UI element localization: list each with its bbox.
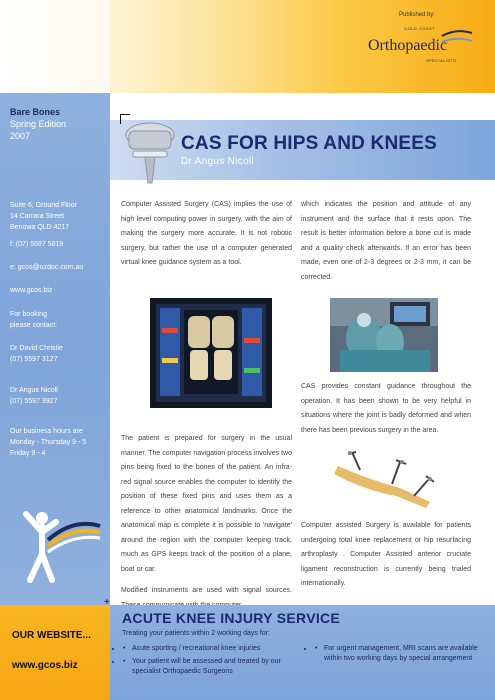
address-line: Benowa QLD 4217	[10, 224, 70, 231]
article-title: CAS FOR HIPS AND KNEES	[181, 133, 438, 154]
paragraph: Computer assisted Surgery is available for patients undergoing total knee replacement or hip resurfacing arthroplasty . Computer Assisted anterior cruciate ligament reconstruction is currently being trialed internationally.	[301, 522, 471, 587]
list-item: • • For urgent management, MRI scans are available within two working days by special arrangement	[314, 644, 484, 664]
hours-line: Our business hours are	[10, 428, 83, 435]
edition-name: Bare Bones	[10, 107, 61, 117]
article-author: Dr Angus Nicoll	[181, 156, 254, 167]
leg-with-trackers-image	[330, 450, 440, 510]
hours-line: Monday - Thursday 9 - 5	[10, 439, 87, 446]
paragraph: CAS provides constant guidance throughout the operation. It has been shown to be very helpful in situations where the joint is badly deformed and when there has been previous surgery in the area.	[301, 383, 471, 434]
paragraph: Computer Assisted Surgery (CAS) implies the use of high level computing power in surgery, with the aim of making the surgery more accurate. It is not robotic surgery, but rather the use of a computer generated virtual knee guidance system as a tool.	[121, 201, 292, 266]
list-item: • • Acute sporting / recreational knee injuries	[122, 644, 307, 654]
crop-mark	[120, 114, 130, 124]
navigation-screen-photo	[150, 298, 272, 408]
booking-line: please contact:	[10, 322, 58, 329]
registration-mark: +	[104, 597, 110, 608]
service-list-left	[122, 644, 307, 680]
email-link[interactable]: e: gcos@ozdoc.com.au	[10, 264, 84, 271]
article-column-2-bottom	[301, 519, 471, 599]
list-item: • • Your patient will be assessed and treated by our specialist Orthopaedic Surgeons	[122, 657, 307, 677]
edition-year: 2007	[10, 131, 31, 141]
booking-label	[10, 309, 108, 331]
operating-room-photo	[330, 298, 438, 372]
article-column-2-middle	[301, 380, 471, 445]
phone-text: f: (07) 5597 5019	[10, 241, 64, 248]
article-column-1	[121, 198, 292, 278]
knee-implant-icon	[121, 117, 179, 187]
business-hours	[10, 426, 108, 459]
contact-phone: (07) 5597 3127	[10, 356, 58, 363]
article-column-1-continued	[121, 432, 292, 620]
paragraph: which indicates the position and attitude of any instrument and the surface that it rests upon. The result is better information before a bone cut is made and a quality check afterwards. If an error has been made, even one of 2-3 degrees or 2-3 mm, it can be corrected.	[301, 201, 471, 281]
contact-phone: (07) 5597 3927	[10, 398, 58, 405]
our-website-label: OUR WEBSITE...	[12, 630, 91, 641]
edition-block	[10, 106, 110, 142]
website-promo	[0, 605, 110, 700]
address-block	[10, 200, 108, 233]
address-line: 14 Carrara Street	[10, 213, 65, 220]
contact-nicoll	[10, 385, 108, 407]
edition-season: Spring Edition	[10, 119, 67, 129]
contact-christie	[10, 343, 108, 365]
address-line: Suite 6, Ground Floor	[10, 202, 77, 209]
website-link[interactable]: www.gcos.biz	[10, 287, 53, 294]
hours-line: Friday 9 - 4	[10, 450, 46, 457]
paragraph: Modified instruments are used with signal sources.	[121, 587, 292, 594]
booking-line: For booking	[10, 311, 47, 318]
header-left-panel	[0, 0, 110, 93]
website-url-link[interactable]: www.gcos.biz	[12, 660, 78, 671]
service-subtitle: Treating your patients within 2 working days for:	[122, 630, 270, 637]
logo-specialists-text: SPECIALISTS	[426, 58, 457, 63]
logo-gold-coast-text: GOLD COAST	[404, 26, 436, 31]
article-column-2	[301, 198, 471, 292]
leaping-figure-icon	[18, 500, 102, 586]
publisher	[362, 12, 472, 18]
contact-name: Dr Angus Nicoll	[10, 387, 58, 394]
service-list-right	[314, 644, 484, 667]
service-title: ACUTE KNEE INJURY SERVICE	[122, 610, 341, 626]
paragraph: The patient is prepared for surgery in the usual manner. The computer navigation process involves two pins being fixed to the bones of the patient. An infra-red signal source enables the computer to identify the position of these fixed pins and uses them as a reference to other anatomical landmarks. Once the anatomical map is complete it is possible to 'navigate' around the region with the computer keeping track, much as GPS keeps track of the position of a plane, boat or car.	[121, 435, 292, 573]
contact-name: Dr David Christie	[10, 345, 63, 352]
logo-wordmark: Orthopaedic	[368, 37, 448, 54]
published-by-label: Published by:	[398, 12, 436, 18]
